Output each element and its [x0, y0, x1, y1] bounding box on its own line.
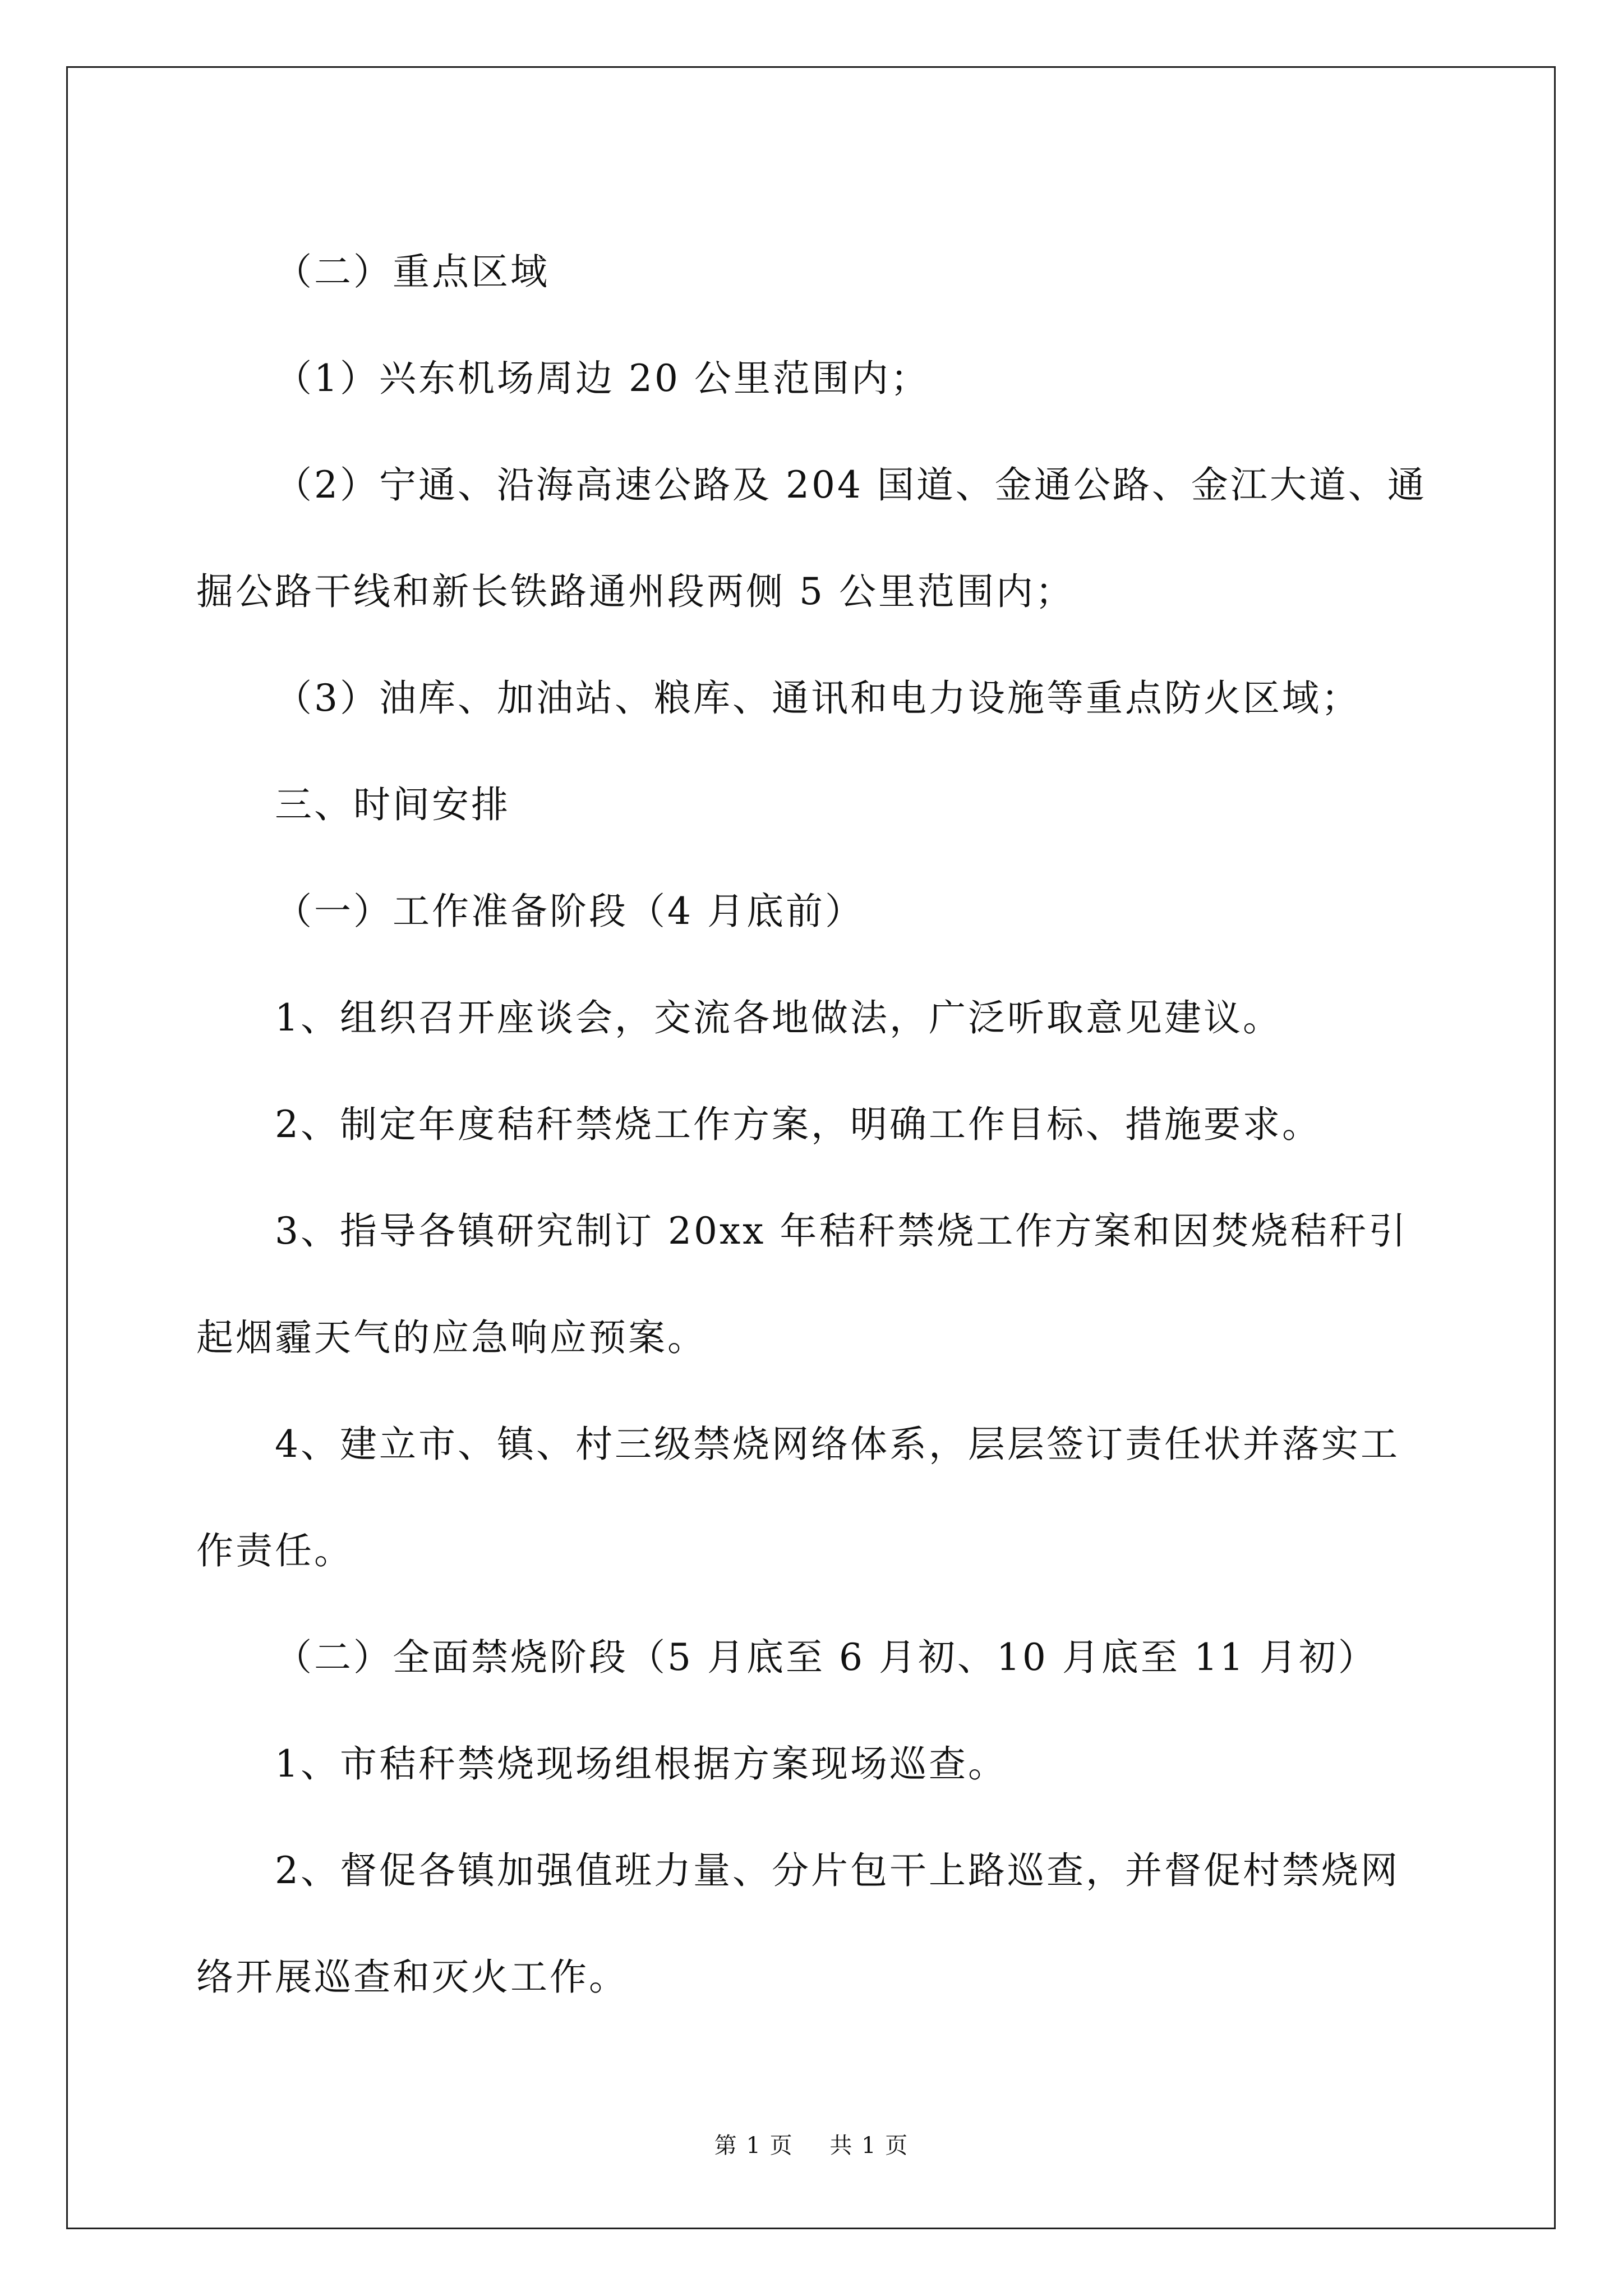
- list-item: 2、督促各镇加强值班力量、分片包干上路巡查，并督促村禁烧网络开展巡查和灭火工作。: [196, 1849, 1400, 1999]
- list-item: 1、市秸秆禁烧现场组根据方案现场巡查。: [275, 1742, 1007, 1786]
- page-number-total: 共 1 页: [829, 2133, 909, 2159]
- page-footer: [0, 2132, 1623, 2160]
- paragraph: （2）宁通、沿海高速公路及 204 国道、金通公路、金江大道、通掘公路干线和新长铁路通州段两侧 5 公里范围内；: [196, 463, 1427, 613]
- page-number-current: 第 1 页: [714, 2133, 794, 2159]
- sub-heading: （二）全面禁烧阶段（5 月底至 6 月初、10 月底至 11 月初）: [275, 1636, 1377, 1679]
- list-item: 1、组织召开座谈会，交流各地做法，广泛听取意见建议。: [275, 996, 1282, 1039]
- paragraph: （二）重点区域: [275, 250, 550, 293]
- paragraph: （1）兴东机场周边 20 公里范围内；: [275, 357, 930, 400]
- paragraph: （3）油库、加油站、粮库、通讯和电力设施等重点防火区域；: [275, 677, 1361, 720]
- document-body: [196, 219, 1430, 2031]
- list-item: 3、指导各镇研究制订 20xx 年秸秆禁烧工作方案和因焚烧秸秆引起烟霾天气的应急响应预案。: [196, 1209, 1408, 1359]
- sub-heading: （一）工作准备阶段（4 月底前）: [275, 890, 864, 933]
- section-heading: 三、时间安排: [275, 783, 510, 826]
- list-item: 4、建立市、镇、村三级禁烧网络体系，层层签订责任状并落实工作责任。: [196, 1423, 1400, 1572]
- list-item: 2、制定年度秸秆禁烧工作方案，明确工作目标、措施要求。: [275, 1103, 1321, 1146]
